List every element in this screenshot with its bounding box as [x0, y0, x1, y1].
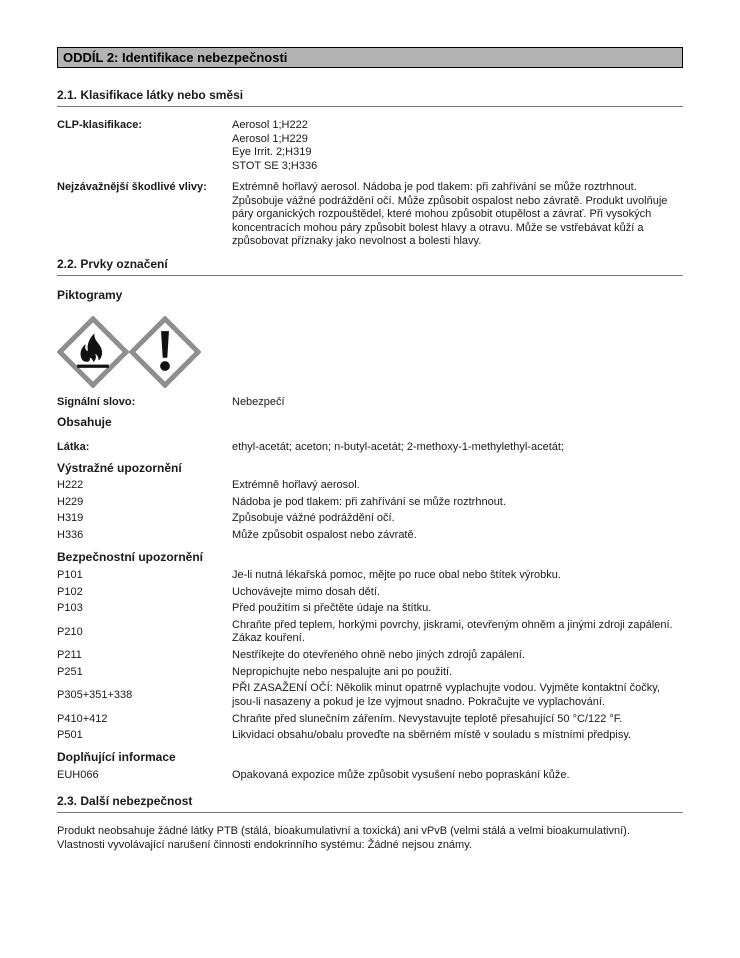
adverse-effects-label: Nejzávažnější škodlivé vlivy: — [57, 181, 207, 193]
contains-heading: Obsahuje — [57, 415, 112, 429]
other-hazards-line: Vlastnosti vyvolávající narušení činnosti endokrinního systému: Žádné nejsou známy. — [57, 838, 472, 851]
signal-word-value: Nebezpečí — [232, 395, 285, 408]
substance-label: Látka: — [57, 441, 90, 453]
hazard-statements-heading: Výstražné upozornění — [57, 460, 182, 475]
precautionary-statement-row — [57, 567, 683, 584]
precautionary-code: P102 — [57, 585, 83, 598]
hazard-statement-row — [57, 528, 683, 545]
section-2-3-heading: 2.3. Další nebezpečnost — [57, 794, 683, 813]
precautionary-code: P305+351+338 — [57, 689, 133, 702]
supplemental-text: Opakovaná expozice může způsobit vysušení nebo popraskání kůže. — [232, 769, 570, 782]
precautionary-statement-row — [57, 681, 683, 711]
other-hazards-paragraph — [57, 825, 683, 852]
precautionary-code: P501 — [57, 729, 83, 742]
precautionary-statement-row — [57, 711, 683, 728]
other-hazards-line: Produkt neobsahuje žádné látky PTB (stálá, bioakumulativní a toxická) ani vPvB (velmi stálá a velmi bioakumulativní). — [57, 825, 630, 838]
pictograms-heading: Piktogramy — [57, 287, 123, 302]
precautionary-text: Před použitím si přečtěte údaje na štítku. — [232, 602, 432, 615]
precautionary-statement-row — [57, 601, 683, 618]
hazard-code: H229 — [57, 495, 84, 508]
precautionary-code: P211 — [57, 649, 82, 662]
hazard-text: Extrémně hořlavý aerosol. — [232, 479, 360, 492]
section-header-bar — [57, 47, 683, 68]
precautionary-statement-row — [57, 648, 683, 665]
hazard-code: H222 — [57, 479, 84, 492]
adverse-effects-text: Extrémně hořlavý aerosol. Nádoba je pod tlakem: při zahřívání se může roztrhnout. Způsobuje vážné podráždění očí. Může způsobit ospalost nebo závratě. Produkt uvolňuje páry organických rozpouštědel, které mohou způsobit otupělost a závrať. Při vysokých koncentracích mohou páry způsobit bolest hlavy a otravu. Může se vstřebávat kůží a způsobovat příznaky jako nevolnost a bolesti hlavy. — [232, 181, 668, 247]
precautionary-code: P101 — [57, 568, 83, 581]
precautionary-text: Chraňte před teplem, horkými povrchy, jiskrami, otevřeným ohněm a jinými zdroji zapálení. Zákaz kouření. — [232, 618, 673, 645]
precautionary-text: Likvidaci obsahu/obalu proveďte na sběrném místě v souladu s místními předpisy. — [232, 729, 632, 742]
hazard-text: Nádoba je pod tlakem: při zahřívání se může roztrhnout. — [232, 495, 506, 508]
hazard-text: Může způsobit ospalost nebo závratě. — [232, 529, 417, 542]
clp-classification-label: CLP-klasifikace: — [57, 119, 142, 131]
precautionary-text: Uchovávejte mimo dosah dětí. — [232, 585, 380, 598]
clp-classification-row — [57, 119, 683, 173]
precautionary-text: PŘI ZASAŽENÍ OČÍ: Několik minut opatrně vyplachujte vodou. Vyjměte kontaktní čočky, jsou-li nasazeny a pokud je lze vyjmout snadno. Pokračujte ve vyplachování. — [232, 682, 660, 708]
section-header-title: ODDÍL 2: Identifikace nebezpečnosti — [63, 50, 288, 65]
substance-value: ethyl-acetát; aceton; n-butyl-acetát; 2-methoxy-1-methylethyl-acetát; — [232, 441, 564, 453]
supplemental-statement-row — [57, 767, 683, 784]
signal-word-row — [57, 396, 683, 410]
precautionary-code: P251 — [57, 665, 83, 678]
pictogram-row — [57, 316, 683, 388]
precautionary-statement-row — [57, 584, 683, 601]
precautionary-text: Nestříkejte do otevřeného ohně nebo jiných zdrojů zapálení. — [232, 649, 525, 662]
signal-word-label: Signální slovo: — [57, 395, 136, 408]
section-2-2-heading: 2.2. Prvky označení — [57, 257, 683, 276]
precautionary-statement-row — [57, 728, 683, 745]
adverse-effects-row — [57, 181, 683, 249]
precautionary-code: P103 — [57, 602, 83, 615]
clp-line: Aerosol 1;H229 — [232, 132, 308, 145]
hazard-code: H336 — [57, 529, 84, 542]
precautionary-text: Je-li nutná lékařská pomoc, mějte po ruce obal nebo štítek výrobku. — [232, 568, 561, 581]
precautionary-code: P210 — [57, 625, 83, 638]
precautionary-code: P410+412 — [57, 712, 108, 725]
supplemental-code: EUH066 — [57, 769, 99, 782]
supplemental-info-heading: Doplňující informace — [57, 750, 176, 765]
hazard-statement-row — [57, 511, 683, 528]
precautionary-text: Nepropichujte nebo nespalujte ani po použití. — [232, 665, 453, 678]
hazard-code: H319 — [57, 512, 84, 525]
precautionary-text: Chraňte před slunečním zářením. Nevystavujte teplotě přesahující 50 °C/122 °F. — [232, 712, 623, 725]
clp-line: STOT SE 3;H336 — [232, 159, 318, 172]
hazard-statement-row — [57, 494, 683, 511]
hazard-text: Způsobuje vážné podráždění očí. — [232, 512, 395, 525]
clp-line: Eye Irrit. 2;H319 — [232, 146, 312, 158]
clp-classification-values — [232, 119, 683, 173]
section-2-1-heading: 2.1. Klasifikace látky nebo směsi — [57, 88, 683, 107]
precautionary-statements-heading: Bezpečnostní upozornění — [57, 550, 204, 565]
substance-row — [57, 441, 683, 455]
flame-pictogram-icon — [57, 316, 129, 388]
precautionary-statement-row — [57, 664, 683, 681]
hazard-statement-row — [57, 478, 683, 495]
clp-line: Aerosol 1;H222 — [232, 119, 308, 131]
exclamation-pictogram-icon — [129, 316, 201, 388]
precautionary-statement-row — [57, 617, 683, 647]
